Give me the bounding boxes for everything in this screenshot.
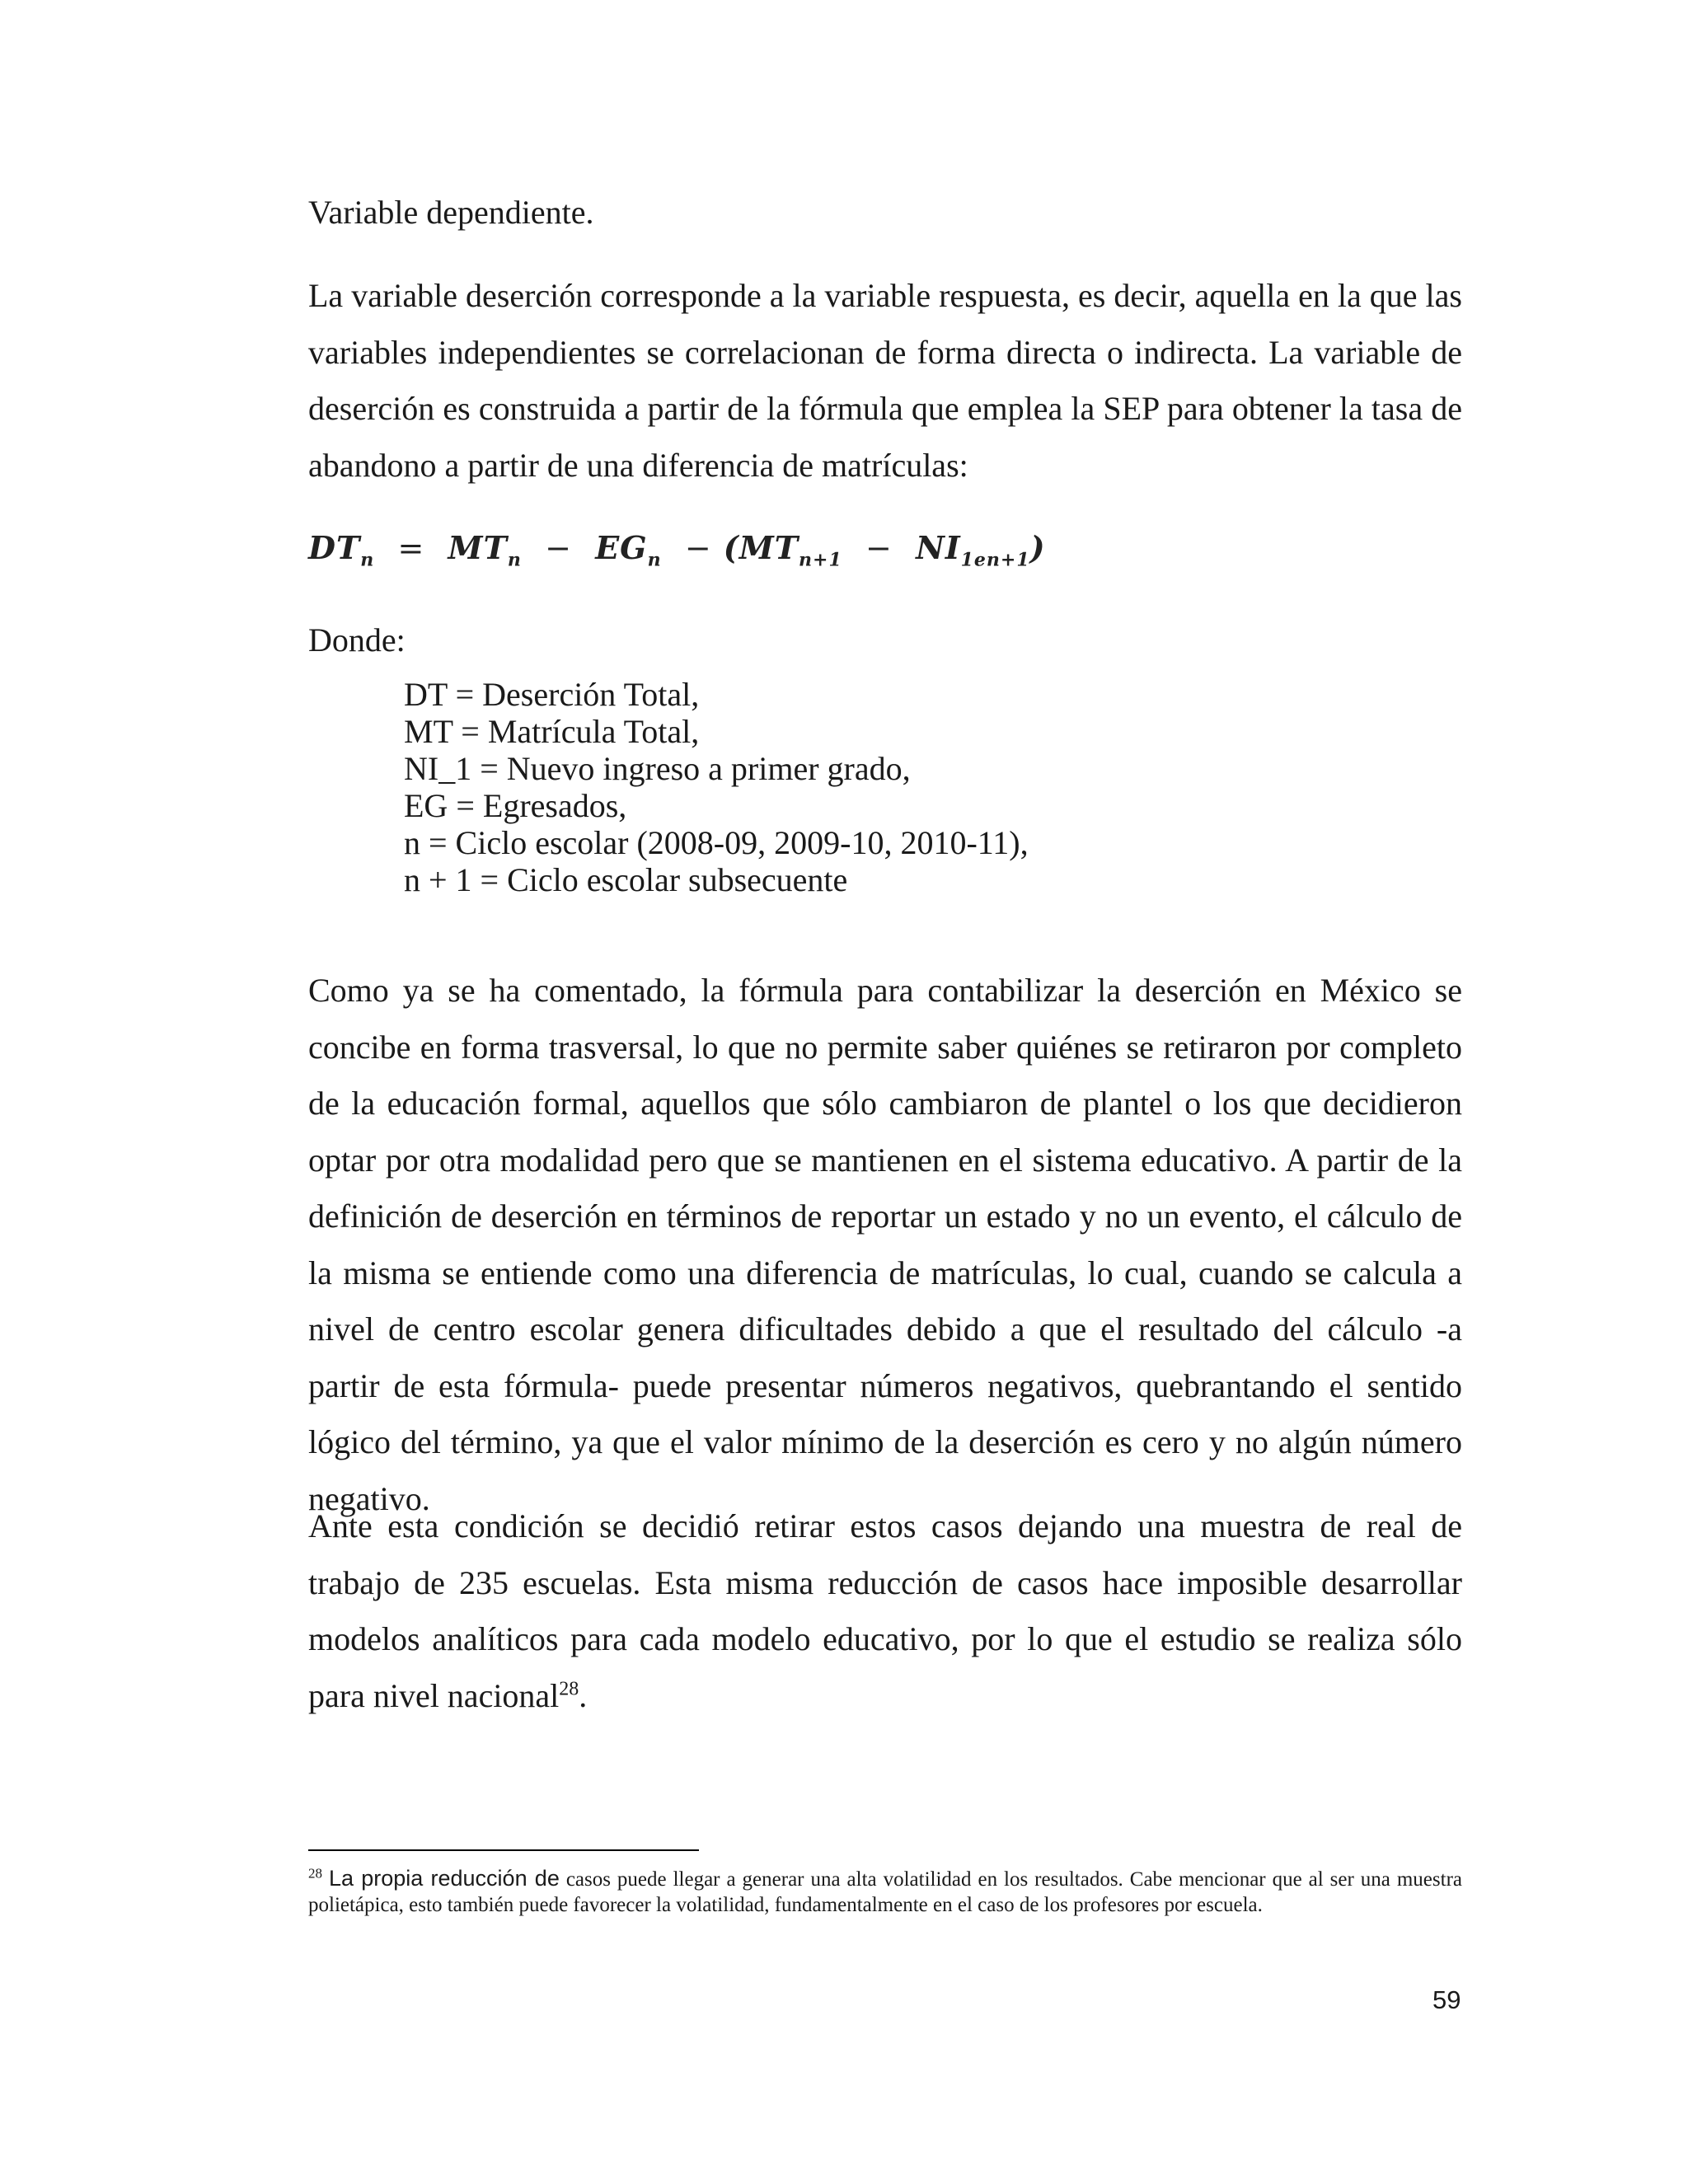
formula-ni: NI: [916, 529, 961, 566]
footnote-text: casos puede llegar a generar una alta volatilidad en los resultados. Cabe mencionar que al ser una muestra polietápica, esto también puede favorecer la volatilidad, fundamentalmente en el caso de los profesores por escuela.: [308, 1868, 1462, 1916]
formula-sub-n: n: [360, 549, 375, 571]
paragraph-end-period: .: [579, 1676, 588, 1714]
definition-item: n + 1 = Ciclo escolar subsecuente: [404, 861, 848, 898]
formula-sub-n: n: [507, 549, 522, 571]
formula-mt: MT: [448, 529, 508, 566]
definition-item: MT = Matrícula Total,: [404, 713, 700, 750]
definition-item: n = Ciclo escolar (2008-09, 2009-10, 2010-11),: [404, 824, 1029, 861]
formula-minus: −: [865, 530, 893, 566]
footnote-separator: [308, 1849, 699, 1851]
paragraph-sample-reduction: [308, 1498, 1462, 1724]
formula-sub-n: n: [647, 549, 662, 571]
definition-item: NI_1 = Nuevo ingreso a primer grado,: [404, 750, 911, 787]
formula-rparen: ): [1029, 529, 1046, 566]
section-heading: Variable dependiente.: [308, 194, 594, 231]
formula-minus: −: [684, 530, 712, 566]
desercion-formula: [308, 527, 1046, 581]
paragraph-sample-text: Ante esta condición se decidió retirar estos casos dejando una muestra de real de trabajo de 235 escuelas. Esta misma reducción de casos hace imposible desarrollar modelos analíticos para cada modelo educativo, por lo que el estudio se realiza sólo para nivel nacional: [308, 1507, 1462, 1714]
formula-eg: EG: [595, 529, 648, 566]
formula-sub-n1: n+1: [799, 549, 842, 571]
definition-item: EG = Egresados,: [404, 787, 627, 824]
footnote: [308, 1866, 1462, 1918]
donde-label: Donde:: [308, 621, 406, 658]
footnote-lead: La propia reducción de: [328, 1866, 560, 1891]
formula-dt: DT: [308, 529, 361, 566]
paragraph-variable-desercion: La variable deserción corresponde a la variable respuesta, es decir, aquella en la que las variables independientes se correlacionan de forma directa o indirecta. La variable de deserción es construida a partir de la fórmula que emplea la SEP para obtener la tasa de abandono a partir de una diferencia de matrículas:: [308, 277, 1462, 484]
definition-item: DT = Deserción Total,: [404, 676, 700, 713]
footnote-number: 28: [308, 1865, 322, 1882]
footnote-reference[interactable]: 28: [559, 1678, 579, 1700]
formula-equals: =: [397, 530, 425, 566]
formula-mt: MT: [738, 529, 799, 566]
page-number: 59: [1432, 1985, 1461, 2014]
definitions-list: [404, 676, 1029, 898]
formula-minus: −: [545, 530, 572, 566]
formula-sub-ni: 1en+1: [960, 549, 1030, 571]
formula-lparen: (: [723, 529, 739, 566]
paragraph-formula-comment: Como ya se ha comentado, la fórmula para contabilizar la deserción en México se concibe en forma trasversal, lo que no permite saber quiénes se retiraron por completo de la educación formal, aquellos que sólo cambiaron de plantel o los que decidieron optar por otra modalidad pero que se mantienen en el sistema educativo. A partir de la definición de deserción en términos de reportar un estado y no un evento, el cálculo de la misma se entiende como una diferencia de matrículas, lo cual, cuando se calcula a nivel de centro escolar genera dificultades debido a que el resultado del cálculo -a partir de esta fórmula- puede presentar números negativos, quebrantando el sentido lógico del término, ya que el valor mínimo de la deserción es cero y no algún número negativo.: [308, 972, 1462, 1517]
